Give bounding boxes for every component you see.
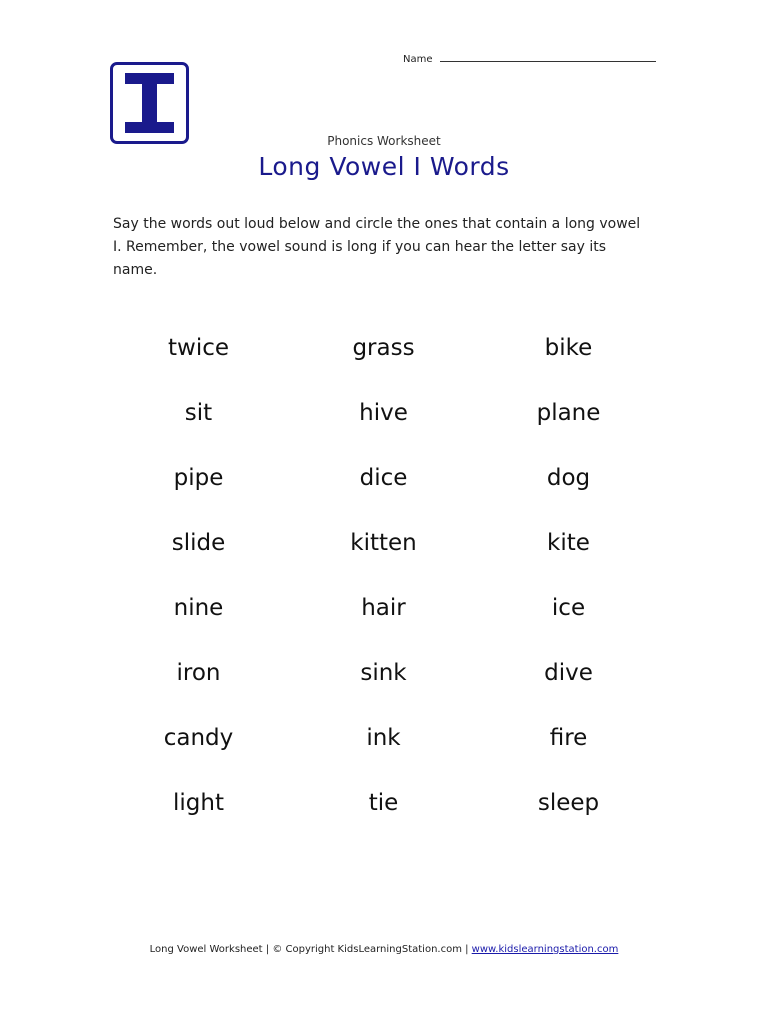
word-item[interactable]: dive [544,660,593,686]
worksheet-subtitle: Phonics Worksheet [327,134,441,148]
name-field [403,52,656,65]
word-item[interactable]: twice [167,335,229,361]
word-item[interactable]: grass [352,335,415,361]
word-item[interactable]: tie [368,790,399,816]
instructions-text: Say the words out loud below and circle the ones that contain a long vowel I. Remember, the vowel sound is long if you can hear the letter say its name. [113,216,641,278]
word-item[interactable]: nine [173,595,224,621]
word-item[interactable]: hair [361,595,406,621]
name-label: Name [403,54,433,65]
letter-i-icon [113,65,186,141]
word-item[interactable]: ice [551,595,586,621]
word-grid [106,326,662,846]
word-item[interactable]: hive [359,400,408,426]
word-item[interactable]: pipe [173,465,224,491]
footer [0,944,768,955]
word-item[interactable]: candy [163,725,234,751]
word-item[interactable]: bike [544,335,593,361]
word-item[interactable]: fire [549,725,588,751]
word-item[interactable]: sit [184,400,213,426]
word-item[interactable]: slide [171,530,226,556]
word-item[interactable]: dice [359,465,408,491]
word-item[interactable]: dog [546,465,591,491]
word-item[interactable]: plane [536,400,601,426]
word-item[interactable]: sleep [537,790,600,816]
name-blank-line [440,52,656,62]
word-item[interactable]: light [173,790,224,816]
word-item[interactable]: ink [366,725,401,751]
footer-copyright: Long Vowel Worksheet | © Copyright KidsLearningStation.com | [149,944,472,955]
word-item[interactable]: sink [360,660,407,686]
footer-link[interactable]: www.kidslearningstation.com [471,944,619,955]
word-item[interactable]: kite [547,530,590,556]
page-title: Long Vowel I Words [258,152,510,181]
letter-i-logo [110,62,189,144]
word-item[interactable]: iron [176,660,221,686]
word-item[interactable]: kitten [350,530,417,556]
